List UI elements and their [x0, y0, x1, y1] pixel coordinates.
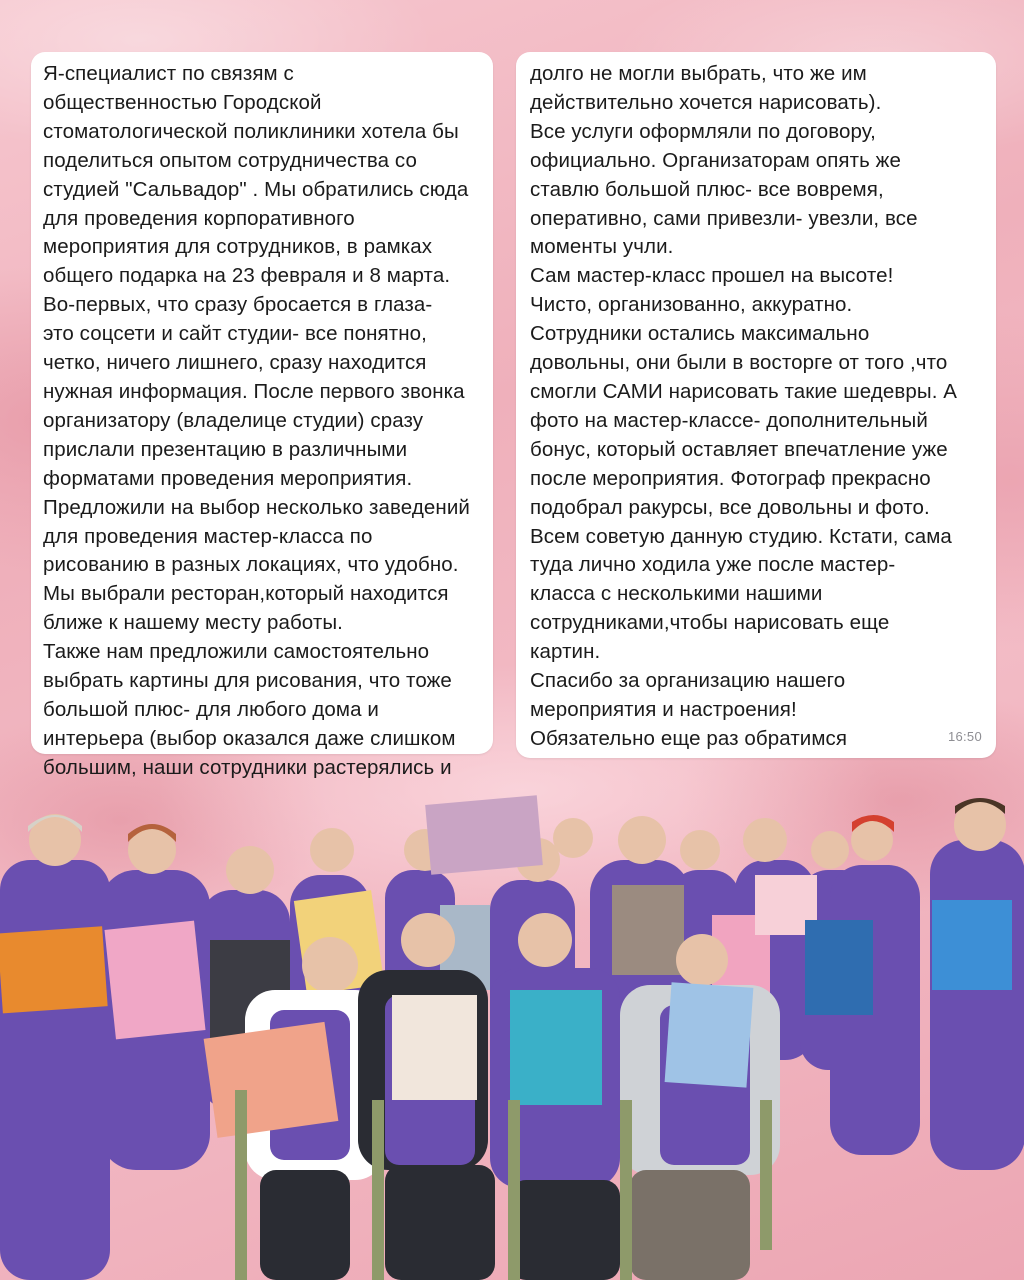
- message-text-right: долго не могли выбрать, что же им действительно хочется нарисовать). Все услуги оформляли по договору, официально. Организаторам опять же ставлю большой плюс- все вовремя, оперативно, сами привезли- увезли, все моменты учли. Сам мастер-класс прошел на высоте! Чисто, организованно, аккуратно. Сотрудники остались максимально довольны, они были в восторге от того ,что смогли САМИ нарисовать такие шедевры. А фото на мастер-классе- дополнительный бонус, который оставляет впечатление уже после мероприятия. Фотограф прекрасно подобрал ракурсы, все довольны и фото. Всем советую данную студию. Кстати, сама туда лично ходила уже после мастер- класса с несколькими нашими сотрудниками,чтобы нарисовать еще картин. Спасибо за организацию нашего мероприятия и настроения! Обязательно еще раз обратимся: [530, 62, 958, 750]
- group-photo: [0, 770, 1024, 1280]
- message-bubble-left: [31, 52, 493, 779]
- message-timestamp: 16:50: [947, 729, 982, 745]
- message-bubble-right: [516, 52, 996, 758]
- message-text-left: Я-специалист по связям с общественностью Городской стоматологической поликлиники хотела бы поделиться опытом сотрудничества со студией "Сальвадор" . Мы обратились сюда для проведения корпоративного мероприятия для сотрудников, в рамках общего подарка на 23 февраля и 8 марта. Во-первых, что сразу бросается в глаза- это соцсети и сайт студии- все понятно, четко, ничего лишнего, сразу находится нужная информация. После первого звонка организатору (владелице студии) сразу прислали презентацию в различными форматами проведения мероприятия. Предложили на выбор несколько заведений для проведения мастер-класса по рисованию в разных локациях, что удобно. Мы выбрали ресторан,который находится ближе к нашему месту работы. Также нам предложили самостоятельно выбрать картины для рисования, что тоже большой плюс- для любого дома и интерьера (выбор оказался даже слишком большим, наши сотрудники растерялись и: [43, 62, 470, 779]
